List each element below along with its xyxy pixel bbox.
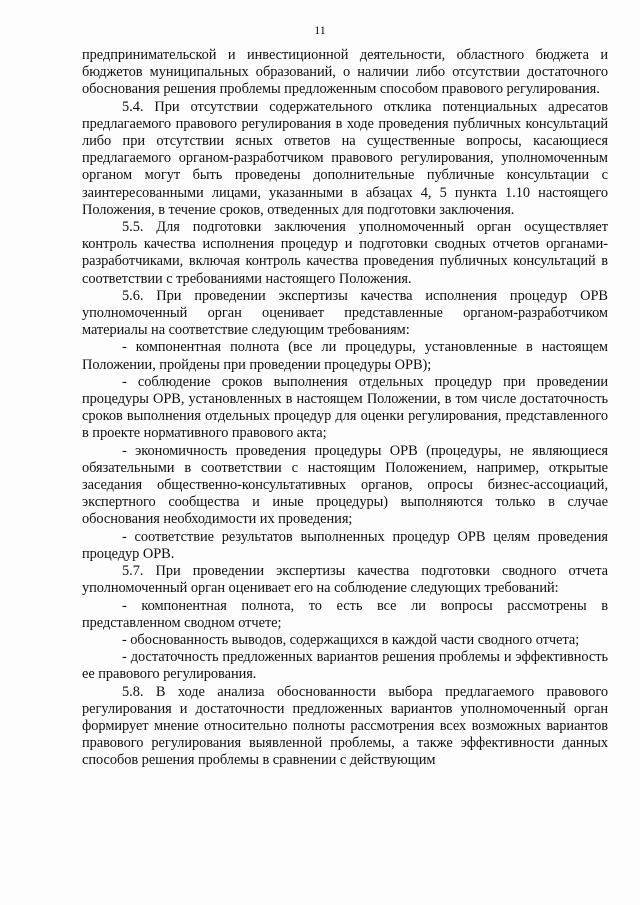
list-item: - обоснованность выводов, содержащихся в каждой части сводного отчета; — [122, 631, 580, 648]
paragraph: 5.8. В ходе анализа обоснованности выбора предлагаемого правового регулирования и достаточности предложенных вариантов уполномоченный орган формирует мнение относительно полноты рассмотрения всех возможных вариантов правового регулирования выявленной проблемы, а также эффективности данных способов решения проблемы в сравнении с действующим — [82, 683, 608, 769]
list-item: - экономичность проведения процедуры ОРВ (процедуры, не являющиеся обязательными в соответствии с настоящим Положением, например, открытые заседания общественно-консультативных органов, опросы бизнес-ассоциаций, экспертного сообщества и иные процедуры) выполняются только в случае обоснования необходимости их проведения; — [82, 442, 608, 528]
paragraph: 5.5. Для подготовки заключения уполномоченный орган осуществляет контроль качества исполнения процедур и подготовки сводных отчетов органами-разработчиками, включая контроль качества проведения публичных консультаций в соответствии с требованиями настоящего Положения. — [82, 219, 608, 287]
document-body — [82, 47, 608, 770]
list-item: - соблюдение сроков выполнения отдельных процедур при проведении процедуры ОРВ, установленных в настоящем Положении, в том числе достаточность сроков выполнения отдельных процедур для оценки регулирования, представленного в проекте нормативного правового акта; — [82, 373, 608, 442]
paragraph: 5.4. При отсутствии содержательного отклика потенциальных адресатов предлагаемого правового регулирования в ходе проведения публичных консультаций либо при отсутствии ясных ответов на существенные вопросы, касающиеся предлагаемого органом-разработчиком правового регулирования, уполномоченным органом могут быть проведены дополнительные публичные консультации с заинтересованными лицами, указанными в абзацах 4, 5 пункта 1.10 настоящего Положения, в течение сроков, отведенных для подготовки заключения. — [82, 98, 608, 218]
list-item: - компонентная полнота, то есть все ли вопросы рассмотрены в представленном сводном отчете; — [82, 597, 608, 631]
list-item: - достаточность предложенных вариантов решения проблемы и эффективность ее правового регулирования. — [82, 649, 608, 683]
list-item: - соответствие результатов выполненных процедур ОРВ целям проведения процедур ОРВ. — [82, 528, 608, 562]
paragraph: 5.7. При проведении экспертизы качества подготовки сводного отчета уполномоченный орган оценивает его на соблюдение следующих требований: — [82, 563, 608, 597]
paragraph: 5.6. При проведении экспертизы качества исполнения процедур ОРВ уполномоченный орган оценивает представленные органом-разработчиком материалы на соответствие следующим требованиям: — [82, 287, 608, 339]
page-number: 11 — [314, 23, 326, 37]
paragraph: предпринимательской и инвестиционной деятельности, областного бюджета и бюджетов муниципальных образований, о наличии либо отсутствии достаточного обоснования решения проблемы предложенным способом правового регулирования. — [82, 47, 608, 98]
list-item: - компонентная полнота (все ли процедуры, установленные в настоящем Положении, пройдены при проведении процедуры ОРВ); — [82, 339, 608, 373]
